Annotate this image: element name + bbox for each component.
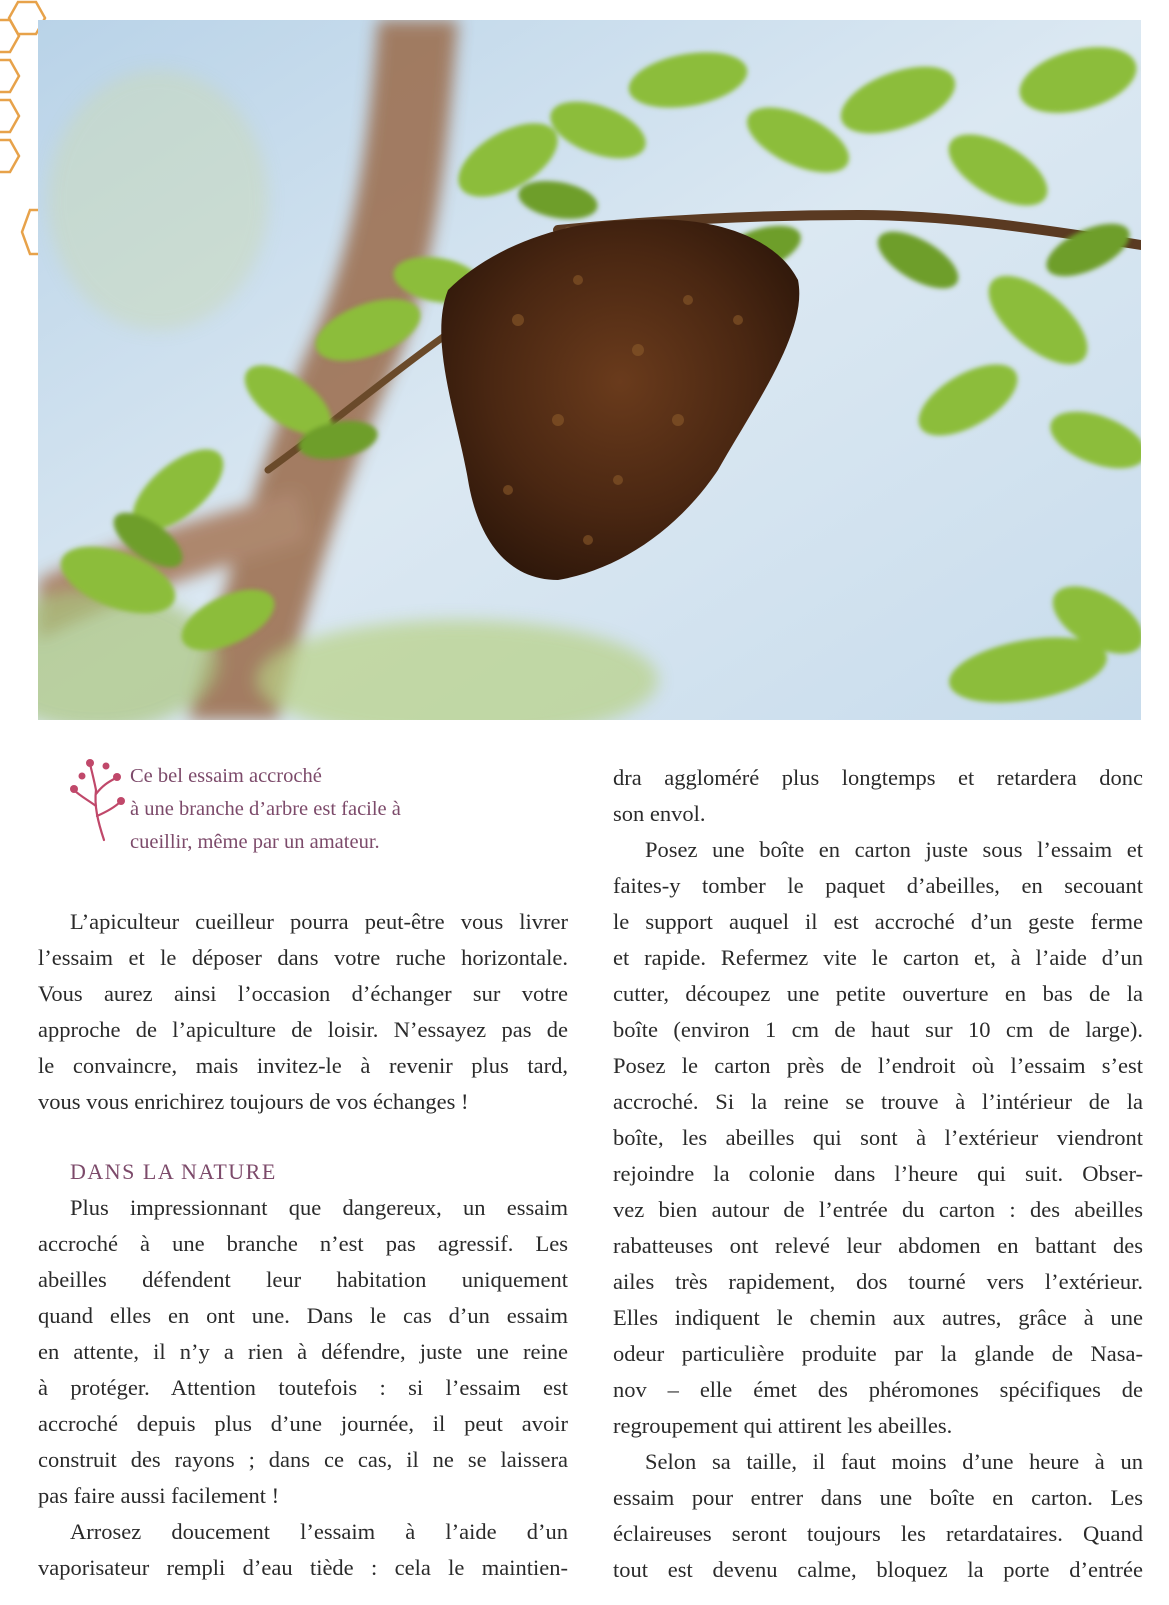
left-column (38, 904, 568, 1586)
text-line: Selon sa taille, il faut moins d’une heure à un (645, 1449, 1143, 1474)
text-line: odeur particulière produite par la glande de Nasa- (613, 1341, 1143, 1366)
paragraph-beekeeper (38, 904, 568, 1120)
text-line: pas faire aussi facilement ! (38, 1483, 280, 1508)
right-column (613, 760, 1143, 1588)
text-line: essaim pour entrer dans une boîte en carton. Les (613, 1485, 1143, 1510)
text-line: en attente, il n’y a rien à défendre, juste une reine (38, 1339, 568, 1364)
text-line: regroupement qui attirent les abeilles. (613, 1413, 953, 1438)
section-heading: DANS LA NATURE (70, 1159, 277, 1184)
text-line: à protéger. Attention toutefois : si l’essaim est (38, 1375, 568, 1400)
text-line: cutter, découpez une petite ouverture en bas de la (613, 981, 1143, 1006)
paragraph-continuation (613, 760, 1143, 832)
text-line: Vous aurez ainsi l’occasion d’échanger sur votre (38, 981, 568, 1006)
text-line: l’essaim et le déposer dans votre ruche horizontale. (38, 945, 568, 970)
text-line: le convaincre, mais invitez-le à revenir plus tard, (38, 1053, 568, 1078)
text-line: dra aggloméré plus longtemps et retardera donc (613, 765, 1143, 790)
text-line: accroché à une branche n’est pas agressif. Les (38, 1231, 568, 1256)
text-line: Arrosez doucement l’essaim à l’aide d’un (70, 1519, 568, 1544)
text-line: boîte (environ 1 cm de haut sur 10 cm de large). (613, 1017, 1143, 1042)
berry-sprig-icon (66, 756, 128, 844)
paragraph-spray (38, 1514, 568, 1586)
swarm-photo (38, 20, 1141, 720)
caption-line: à une branche d’arbre est facile à (130, 798, 401, 820)
text-line: quand elles en ont une. Dans le cas d’un essaim (38, 1303, 568, 1328)
text-line: Posez le carton près de l’endroit où l’essaim s’est (613, 1053, 1143, 1078)
caption-line: Ce bel essaim accroché (130, 765, 322, 787)
paragraph-box (613, 832, 1143, 1444)
paragraph-nature (38, 1190, 568, 1514)
text-line: abeilles défendent leur habitation uniquement (38, 1267, 568, 1292)
text-line: Elles indiquent le chemin aux autres, grâce à une (613, 1305, 1143, 1330)
text-line: approche de l’apiculture de loisir. N’essayez pas de (38, 1017, 568, 1042)
text-line: ailes très rapidement, dos tourné vers l’extérieur. (613, 1269, 1143, 1294)
text-line: son envol. (613, 801, 706, 826)
text-line: éclaireuses seront toujours les retardataires. Quand (613, 1521, 1143, 1546)
text-line: vaporisateur rempli d’eau tiède : cela le maintien- (38, 1555, 568, 1580)
text-line: accroché depuis plus d’une journée, il peut avoir (38, 1411, 568, 1436)
caption-line: cueillir, même par un amateur. (130, 831, 380, 853)
text-line: tout est devenu calme, bloquez la porte d’entrée (613, 1557, 1143, 1582)
text-line: Posez une boîte en carton juste sous l’essaim et (645, 837, 1143, 862)
text-line: faites-y tomber le paquet d’abeilles, en secouant (613, 873, 1143, 898)
text-line: Plus impressionnant que dangereux, un essaim (70, 1195, 568, 1220)
text-line: le support auquel il est accroché d’un geste ferme (613, 909, 1143, 934)
text-line: rejoindre la colonie dans l’heure qui suit. Obser- (613, 1161, 1143, 1186)
text-line: et rapide. Refermez vite le carton et, à l’aide d’un (613, 945, 1143, 970)
text-line: L’apiculteur cueilleur pourra peut-être vous livrer (70, 909, 568, 934)
paragraph-size (613, 1444, 1143, 1588)
text-line: accroché. Si la reine se trouve à l’intérieur de la (613, 1089, 1143, 1114)
text-line: vous vous enrichirez toujours de vos échanges ! (38, 1089, 469, 1114)
text-line: vez bien autour de l’entrée du carton : des abeilles (613, 1197, 1143, 1222)
caption-text (130, 760, 401, 859)
photo-caption (66, 760, 526, 859)
text-line: rabatteuses ont relevé leur abdomen en battant des (613, 1233, 1143, 1258)
text-line: nov – elle émet des phéromones spécifiques de (613, 1377, 1143, 1402)
text-line: boîte, les abeilles qui sont à l’extérieur viendront (613, 1125, 1143, 1150)
text-line: construit des rayons ; dans ce cas, il ne se laissera (38, 1447, 568, 1472)
